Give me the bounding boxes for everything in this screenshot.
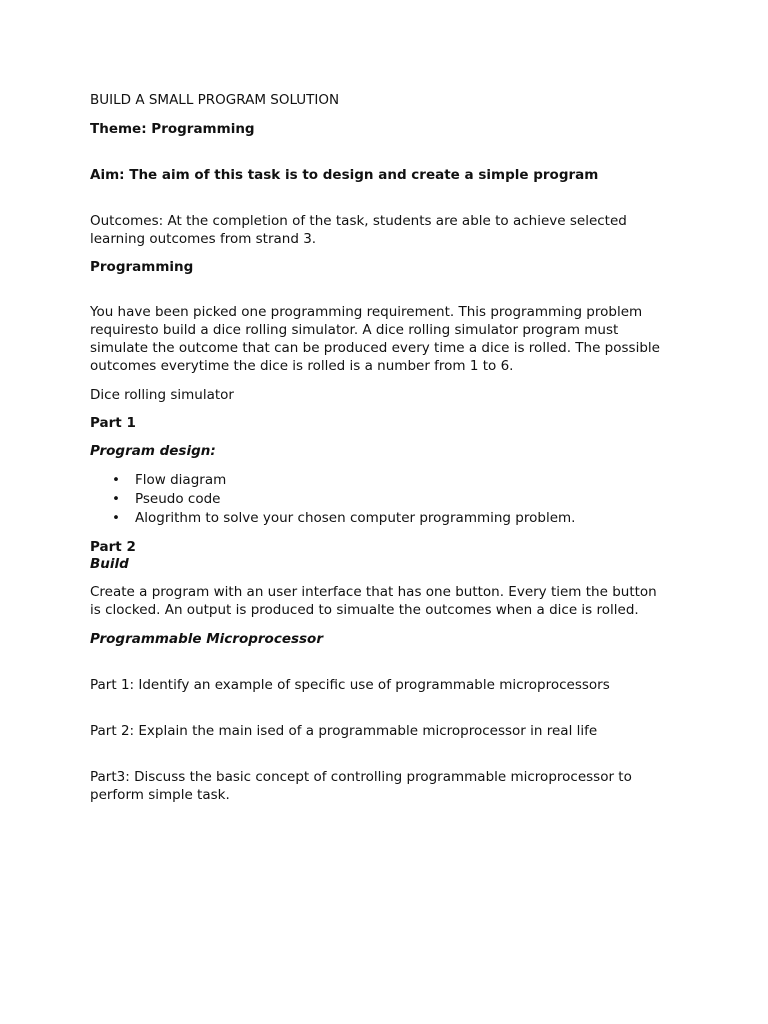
microprocessor-part3-line-1: Part3: Discuss the basic concept of controlling programmable microprocessor to xyxy=(90,769,632,785)
microprocessor-heading: Programmable Microprocessor xyxy=(90,631,323,647)
program-design-heading: Program design: xyxy=(90,443,216,459)
bullet-marker: • xyxy=(112,491,120,507)
design-item-algorithm: Alogrithm to solve your chosen computer programming problem. xyxy=(135,510,576,526)
design-item-pseudo-code: Pseudo code xyxy=(135,491,221,507)
outcomes-line-1: Outcomes: At the completion of the task, students are able to achieve selected xyxy=(90,213,627,229)
programming-heading: Programming xyxy=(90,259,194,275)
microprocessor-part2: Part 2: Explain the main ised of a programmable microprocessor in real life xyxy=(90,723,598,739)
document-title: BUILD A SMALL PROGRAM SOLUTION xyxy=(90,92,340,108)
part1-heading: Part 1 xyxy=(90,415,136,431)
bullet-marker: • xyxy=(112,472,120,488)
design-item-flow-diagram: Flow diagram xyxy=(135,472,227,488)
build-line-1: Create a program with an user interface that has one button. Every tiem the button xyxy=(90,584,657,600)
requirement-line-1: You have been picked one programming requirement. This programming problem xyxy=(90,304,643,320)
requirement-line-3: simulate the outcome that can be produced every time a dice is rolled. The possible xyxy=(90,340,660,356)
aim-line: Aim: The aim of this task is to design and create a simple program xyxy=(90,167,599,183)
build-heading: Build xyxy=(90,556,129,572)
build-line-2: is clocked. An output is produced to simualte the outcomes when a dice is rolled. xyxy=(90,602,639,618)
part2-heading: Part 2 xyxy=(90,539,136,555)
bullet-marker: • xyxy=(112,510,120,526)
microprocessor-part3-line-2: perform simple task. xyxy=(90,787,230,803)
outcomes-line-2: learning outcomes from strand 3. xyxy=(90,231,317,247)
requirement-line-2: requiresto build a dice rolling simulator. A dice rolling simulator program must xyxy=(90,322,619,338)
theme-line: Theme: Programming xyxy=(90,121,255,137)
microprocessor-part1: Part 1: Identify an example of specific use of programmable microprocessors xyxy=(90,677,610,693)
simulator-label: Dice rolling simulator xyxy=(90,387,234,403)
requirement-line-4: outcomes everytime the dice is rolled is a number from 1 to 6. xyxy=(90,358,514,374)
